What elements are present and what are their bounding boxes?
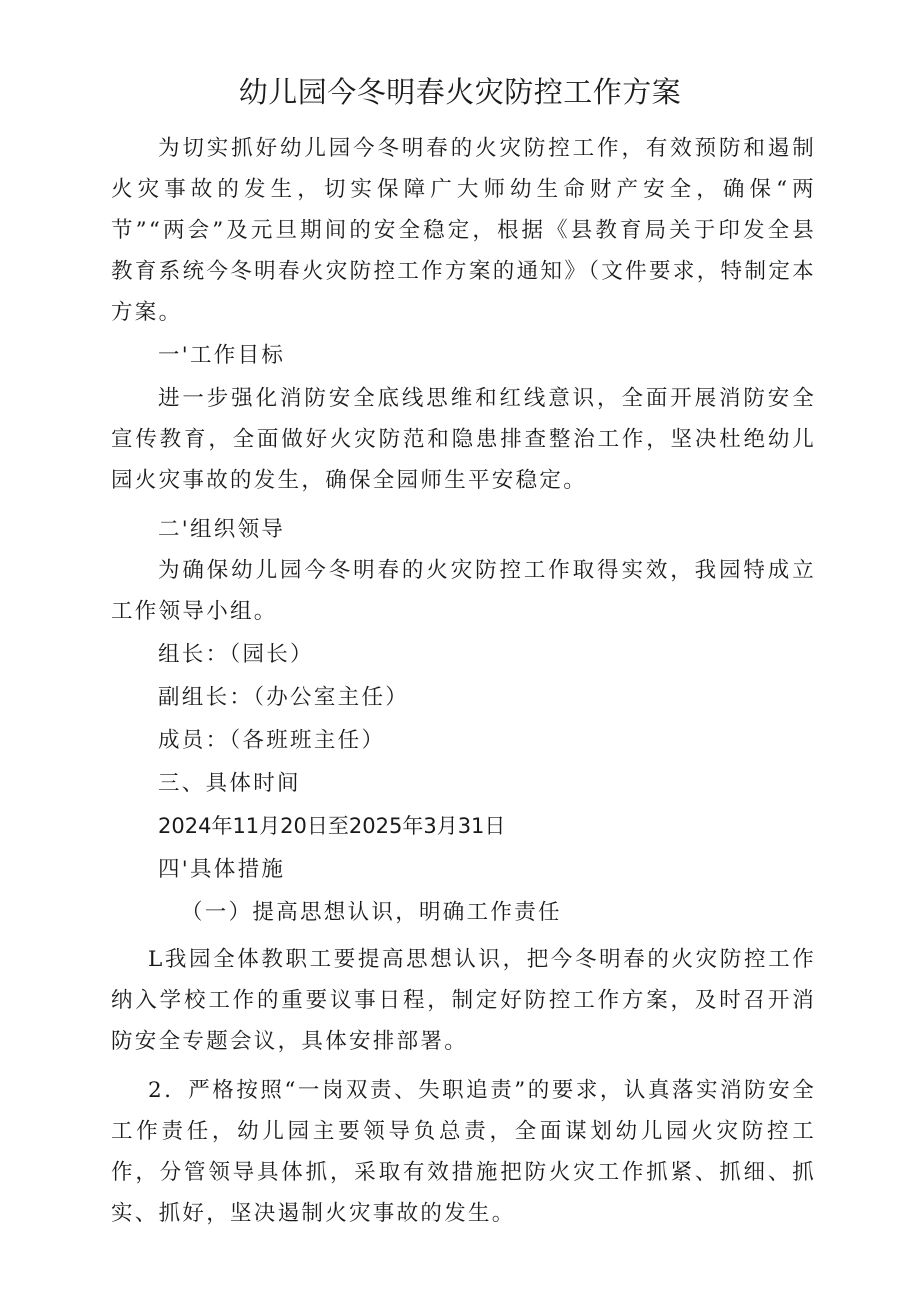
measure-item-1: L我园全体教职工要提高思想认识，把今冬明春的火灾防控工作纳入学校工作的重要议事日程，制定好防控工作方案，及时召开消防安全专题会议，具体安排部署。: [111, 947, 816, 1054]
deputy-leader-line: 副组长：（办公室主任）: [158, 685, 410, 710]
section-heading-goal: 一'工作目标: [158, 343, 286, 368]
members-line: 成员：（各班班主任）: [158, 728, 386, 753]
document-body: [111, 128, 816, 1234]
section-heading-time: 三、具体时间: [158, 771, 301, 796]
goal-paragraph: 进一步强化消防安全底线思维和红线意识，全面开展消防安全宣传教育，全面做好火灾防范和隐患排查整治工作，坚决杜绝幼儿园火灾事故的发生，确保全园师生平安稳定。: [111, 386, 816, 493]
measure-item-2: 2．严格按照“一岗双责、失职追责”的要求，认真落实消防安全工作责任，幼儿园主要领导负总责，全面谋划幼儿园火灾防控工作，分管领导具体抓，采取有效措施把防火灾工作抓紧、抓细、抓实、抓好，坚决遏制火灾事故的发生。: [111, 1078, 816, 1226]
organization-paragraph: 为确保幼儿园今冬明春的火灾防控工作取得实效，我园特成立工作领导小组。: [111, 558, 816, 624]
time-range-text: 2024年11月20日至2025年3月31日: [158, 814, 506, 838]
section-heading-organization: 二'组织领导: [158, 517, 286, 542]
intro-paragraph: 为切实抓好幼儿园今冬明春的火灾防控工作，有效预防和遏制火灾事故的发生，切实保障广大师幼生命财产安全，确保“两节”“两会”及元旦期间的安全稳定，根据《县教育局关于印发全县教育系统今冬明春火灾防控工作方案的通知》（文件要求，特制定本方案。: [111, 136, 816, 325]
section-heading-measures: 四'具体措施: [158, 857, 286, 882]
leader-line: 组长：（园长）: [158, 642, 314, 667]
document-title: 幼儿园今冬明春火灾防控工作方案: [238, 75, 682, 109]
measure-subheading-1: （一）提高思想认识，明确工作责任: [181, 900, 562, 925]
